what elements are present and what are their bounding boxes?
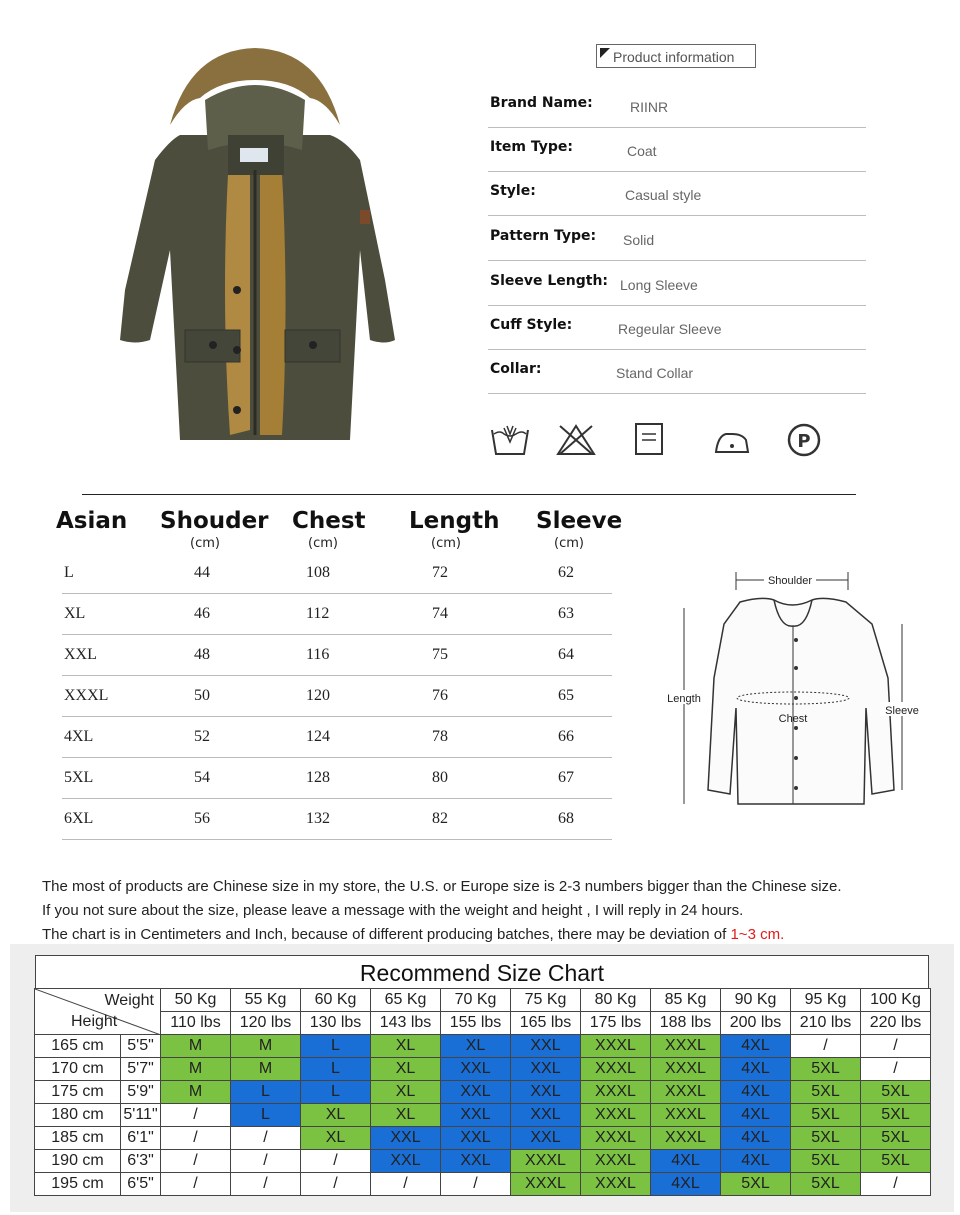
recommended-size-cell: / <box>791 1035 861 1058</box>
recommended-size-cell: M <box>161 1035 231 1058</box>
info-value: RIINR <box>630 99 669 115</box>
size-unit: (cm) <box>190 536 220 551</box>
height-cm-cell: 180 cm <box>35 1104 121 1127</box>
info-value: Stand Collar <box>616 365 694 381</box>
weight-kg-cell: 60 Kg <box>301 989 371 1012</box>
recommended-size-cell: XL <box>371 1081 441 1104</box>
size-label: 5XL <box>64 769 94 786</box>
recommended-size-cell: 5XL <box>791 1150 861 1173</box>
size-value: 65 <box>558 687 574 704</box>
recommended-size-cell: 5XL <box>791 1127 861 1150</box>
recommended-size-cell: XXXL <box>581 1104 651 1127</box>
info-row-sleeve-length <box>488 261 866 306</box>
recommended-size-cell: M <box>231 1058 301 1081</box>
height-axis-label: Height <box>71 1013 118 1030</box>
recommended-size-cell: 5XL <box>861 1104 931 1127</box>
size-header-sleeve: Sleeve <box>536 508 623 534</box>
recommended-size-cell: / <box>301 1173 371 1196</box>
recommended-size-cell: XXL <box>511 1127 581 1150</box>
recommended-size-cell: 4XL <box>651 1173 721 1196</box>
height-ft-cell: 5'5" <box>121 1035 161 1058</box>
recommended-size-cell: 5XL <box>861 1127 931 1150</box>
weight-axis-label: Weight <box>104 992 154 1009</box>
weight-lbs-cell: 155 lbs <box>441 1012 511 1035</box>
size-row <box>62 675 612 717</box>
size-value: 62 <box>558 564 574 581</box>
info-value: Solid <box>623 232 655 248</box>
recommended-size-cell: M <box>161 1081 231 1104</box>
size-value: 50 <box>194 687 210 704</box>
size-value: 66 <box>558 728 574 745</box>
recommended-size-cell: XXXL <box>651 1035 721 1058</box>
recommended-size-cell: 5XL <box>791 1173 861 1196</box>
recommended-size-cell: L <box>301 1058 371 1081</box>
measurement-diagram <box>662 568 932 812</box>
diagram-sleeve-label: Sleeve <box>885 705 919 717</box>
size-value: 56 <box>194 810 210 827</box>
recommended-size-cell: 4XL <box>651 1150 721 1173</box>
size-value: 52 <box>194 728 210 745</box>
info-value: Regeular Sleeve <box>618 321 722 337</box>
size-value: 108 <box>306 564 330 581</box>
height-row <box>35 1081 931 1104</box>
recommended-size-cell: XXXL <box>581 1035 651 1058</box>
weight-lbs-cell: 210 lbs <box>791 1012 861 1035</box>
height-ft-cell: 5'7" <box>121 1058 161 1081</box>
recommended-size-cell: / <box>371 1173 441 1196</box>
recommended-size-cell: XXL <box>511 1081 581 1104</box>
info-label: Sleeve Length: <box>490 273 609 289</box>
recommended-size-cell: XXXL <box>651 1058 721 1081</box>
product-information-title: Product information <box>613 49 735 65</box>
no-bleach-icon <box>556 422 596 458</box>
info-label: Item Type: <box>490 139 573 155</box>
height-cm-cell: 195 cm <box>35 1173 121 1196</box>
recommended-size-cell: XL <box>301 1127 371 1150</box>
size-value: 120 <box>306 687 330 704</box>
recommended-size-cell: L <box>301 1035 371 1058</box>
info-row-style <box>488 171 866 216</box>
weight-lbs-cell: 143 lbs <box>371 1012 441 1035</box>
weight-lbs-row <box>35 1012 931 1035</box>
info-row-pattern-type <box>488 216 866 261</box>
height-row <box>35 1035 931 1058</box>
note-line-3 <box>42 926 784 943</box>
size-value: 72 <box>432 564 448 581</box>
iron-low-icon <box>712 422 752 458</box>
size-label: XXL <box>64 646 97 663</box>
recommended-size-cell: XXL <box>371 1127 441 1150</box>
size-row <box>62 634 612 676</box>
recommended-size-cell: 4XL <box>721 1104 791 1127</box>
weight-kg-cell: 75 Kg <box>511 989 581 1012</box>
size-label: XL <box>64 605 86 622</box>
recommended-size-cell: / <box>231 1173 301 1196</box>
size-header-length: Length <box>409 508 500 534</box>
weight-kg-cell: 80 Kg <box>581 989 651 1012</box>
weight-kg-cell: 55 Kg <box>231 989 301 1012</box>
size-value: 48 <box>194 646 210 663</box>
recommended-size-cell: XL <box>371 1035 441 1058</box>
recommend-size-chart <box>10 944 954 1212</box>
line-dry-icon <box>632 422 672 458</box>
weight-lbs-cell: 130 lbs <box>301 1012 371 1035</box>
diagram-shoulder-label: Shoulder <box>767 575 813 587</box>
recommended-size-cell: / <box>861 1035 931 1058</box>
size-label: L <box>64 564 74 581</box>
size-value: 82 <box>432 810 448 827</box>
recommended-size-cell: XXL <box>511 1035 581 1058</box>
height-ft-cell: 6'1" <box>121 1127 161 1150</box>
size-value: 67 <box>558 769 574 786</box>
size-value: 128 <box>306 769 330 786</box>
weight-lbs-cell: 165 lbs <box>511 1012 581 1035</box>
size-value: 68 <box>558 810 574 827</box>
weight-kg-cell: 65 Kg <box>371 989 441 1012</box>
size-header-asian: Asian <box>56 508 128 534</box>
info-value: Long Sleeve <box>620 277 698 293</box>
height-cm-cell: 185 cm <box>35 1127 121 1150</box>
recommended-size-cell: XXXL <box>581 1058 651 1081</box>
info-label: Cuff Style: <box>490 317 573 333</box>
weight-kg-cell: 100 Kg <box>861 989 931 1012</box>
recommended-size-cell: XXL <box>441 1081 511 1104</box>
recommended-size-cell: XXL <box>371 1150 441 1173</box>
recommended-size-cell: XL <box>371 1058 441 1081</box>
size-value: 75 <box>432 646 448 663</box>
recommended-size-cell: XXXL <box>581 1150 651 1173</box>
recommended-size-cell: XL <box>441 1035 511 1058</box>
size-unit: (cm) <box>554 536 584 551</box>
diagram-chest-label: Chest <box>778 713 808 725</box>
size-label: XXXL <box>64 687 109 704</box>
height-row <box>35 1104 931 1127</box>
height-row <box>35 1150 931 1173</box>
recommended-size-cell: XXXL <box>651 1104 721 1127</box>
product-information-header <box>596 44 756 68</box>
recommended-size-cell: L <box>301 1081 371 1104</box>
recommended-size-cell: XXXL <box>651 1127 721 1150</box>
diagram-length-label: Length <box>667 693 701 705</box>
recommended-size-cell: 5XL <box>791 1104 861 1127</box>
weight-kg-cell: 95 Kg <box>791 989 861 1012</box>
jacket-product-image <box>110 40 400 450</box>
size-unit: (cm) <box>308 536 338 551</box>
recommended-size-cell: XXL <box>441 1104 511 1127</box>
weight-lbs-cell: 110 lbs <box>161 1012 231 1035</box>
recommended-size-cell: XXL <box>441 1127 511 1150</box>
size-row <box>62 552 612 594</box>
weight-kg-cell: 50 Kg <box>161 989 231 1012</box>
recommended-size-cell: XXXL <box>581 1173 651 1196</box>
recommended-size-cell: / <box>231 1127 301 1150</box>
recommended-size-cell: 4XL <box>721 1035 791 1058</box>
recommended-size-cell: / <box>161 1150 231 1173</box>
recommended-size-cell: / <box>161 1173 231 1196</box>
info-label: Style: <box>490 183 536 199</box>
recommended-size-cell: L <box>231 1104 301 1127</box>
size-value: 76 <box>432 687 448 704</box>
recommended-size-cell: M <box>231 1035 301 1058</box>
weight-kg-row <box>35 989 931 1012</box>
note-line-2: If you not sure about the size, please leave a message with the weight and height , I will reply in 24 hours. <box>42 902 744 919</box>
size-label: 6XL <box>64 810 94 827</box>
recommended-size-cell: XXXL <box>581 1081 651 1104</box>
size-value: 124 <box>306 728 330 745</box>
size-unit: (cm) <box>431 536 461 551</box>
size-header-shoulder: Shouder <box>160 508 269 534</box>
size-header-chest: Chest <box>292 508 366 534</box>
weight-kg-cell: 85 Kg <box>651 989 721 1012</box>
recommended-size-cell: L <box>231 1081 301 1104</box>
height-cm-cell: 170 cm <box>35 1058 121 1081</box>
recommended-size-cell: M <box>161 1058 231 1081</box>
info-label: Pattern Type: <box>490 228 597 244</box>
recommended-size-cell: / <box>231 1150 301 1173</box>
note-line-3-text: The chart is in Centimeters and Inch, because of different producing batches, there may be deviation of <box>42 926 731 943</box>
recommended-size-cell: XXXL <box>581 1127 651 1150</box>
height-row <box>35 1173 931 1196</box>
weight-kg-cell: 70 Kg <box>441 989 511 1012</box>
recommended-size-cell: 5XL <box>791 1058 861 1081</box>
size-row <box>62 798 612 840</box>
recommended-size-cell: XXXL <box>511 1173 581 1196</box>
recommended-size-cell: / <box>161 1127 231 1150</box>
recommended-size-cell: 5XL <box>721 1173 791 1196</box>
recommended-size-cell: XXXL <box>651 1081 721 1104</box>
info-row-cuff-style <box>488 305 866 350</box>
recommended-size-cell: XXXL <box>511 1150 581 1173</box>
recommended-size-cell: / <box>161 1104 231 1127</box>
recommended-size-cell: / <box>861 1173 931 1196</box>
recommended-size-cell: XXL <box>511 1104 581 1127</box>
size-label: 4XL <box>64 728 94 745</box>
svg-text:P: P <box>797 431 811 452</box>
height-row <box>35 1127 931 1150</box>
recommended-size-cell: XXL <box>441 1058 511 1081</box>
section-divider <box>82 494 856 495</box>
recommended-size-cell: XXL <box>511 1058 581 1081</box>
recommended-size-cell: / <box>301 1150 371 1173</box>
recommended-size-cell: 5XL <box>861 1081 931 1104</box>
height-cm-cell: 175 cm <box>35 1081 121 1104</box>
height-ft-cell: 5'9" <box>121 1081 161 1104</box>
recommend-size-table <box>34 954 931 1196</box>
info-row-brand <box>488 83 866 128</box>
size-value: 46 <box>194 605 210 622</box>
info-label: Brand Name: <box>490 95 593 111</box>
title-spacer-row <box>35 954 931 989</box>
recommended-size-cell: 5XL <box>791 1081 861 1104</box>
recommended-size-cell: 4XL <box>721 1081 791 1104</box>
size-value: 112 <box>306 605 330 622</box>
hand-wash-icon <box>490 422 530 458</box>
recommended-size-cell: / <box>441 1173 511 1196</box>
note-line-1: The most of products are Chinese size in my store, the U.S. or Europe size is 2-3 numbers bigger than the Chinese size. <box>42 878 842 895</box>
size-value: 116 <box>306 646 330 663</box>
height-cm-cell: 190 cm <box>35 1150 121 1173</box>
recommended-size-cell: XL <box>371 1104 441 1127</box>
weight-lbs-cell: 120 lbs <box>231 1012 301 1035</box>
weight-lbs-cell: 220 lbs <box>861 1012 931 1035</box>
info-value: Coat <box>627 143 657 159</box>
size-value: 54 <box>194 769 210 786</box>
recommended-size-cell: 4XL <box>721 1058 791 1081</box>
corner-arrow-icon <box>600 48 610 58</box>
weight-height-corner <box>35 989 161 1035</box>
height-row <box>35 1058 931 1081</box>
size-value: 78 <box>432 728 448 745</box>
weight-kg-cell: 90 Kg <box>721 989 791 1012</box>
height-ft-cell: 5'11" <box>121 1104 161 1127</box>
recommended-size-cell: XL <box>301 1104 371 1127</box>
weight-lbs-cell: 200 lbs <box>721 1012 791 1035</box>
recommended-size-cell: 4XL <box>721 1150 791 1173</box>
size-value: 64 <box>558 646 574 663</box>
size-value: 132 <box>306 810 330 827</box>
size-value: 44 <box>194 564 210 581</box>
info-row-collar <box>488 349 866 394</box>
size-value: 80 <box>432 769 448 786</box>
deviation-highlight: 1~3 cm. <box>730 926 785 943</box>
height-ft-cell: 6'5" <box>121 1173 161 1196</box>
info-row-item-type <box>488 127 866 172</box>
height-ft-cell: 6'3" <box>121 1150 161 1173</box>
recommend-chart-title: Recommend Size Chart <box>35 955 929 989</box>
weight-lbs-cell: 175 lbs <box>581 1012 651 1035</box>
weight-lbs-cell: 188 lbs <box>651 1012 721 1035</box>
recommended-size-cell: 5XL <box>861 1150 931 1173</box>
recommended-size-cell: XXL <box>441 1150 511 1173</box>
height-cm-cell: 165 cm <box>35 1035 121 1058</box>
recommended-size-cell: / <box>861 1058 931 1081</box>
info-label: Collar: <box>490 361 542 377</box>
size-row <box>62 757 612 799</box>
info-value: Casual style <box>625 187 702 203</box>
size-value: 74 <box>432 605 448 622</box>
dry-clean-p-icon <box>786 422 826 458</box>
size-row <box>62 593 612 635</box>
recommended-size-cell: 4XL <box>721 1127 791 1150</box>
size-value: 63 <box>558 605 574 622</box>
size-row <box>62 716 612 758</box>
